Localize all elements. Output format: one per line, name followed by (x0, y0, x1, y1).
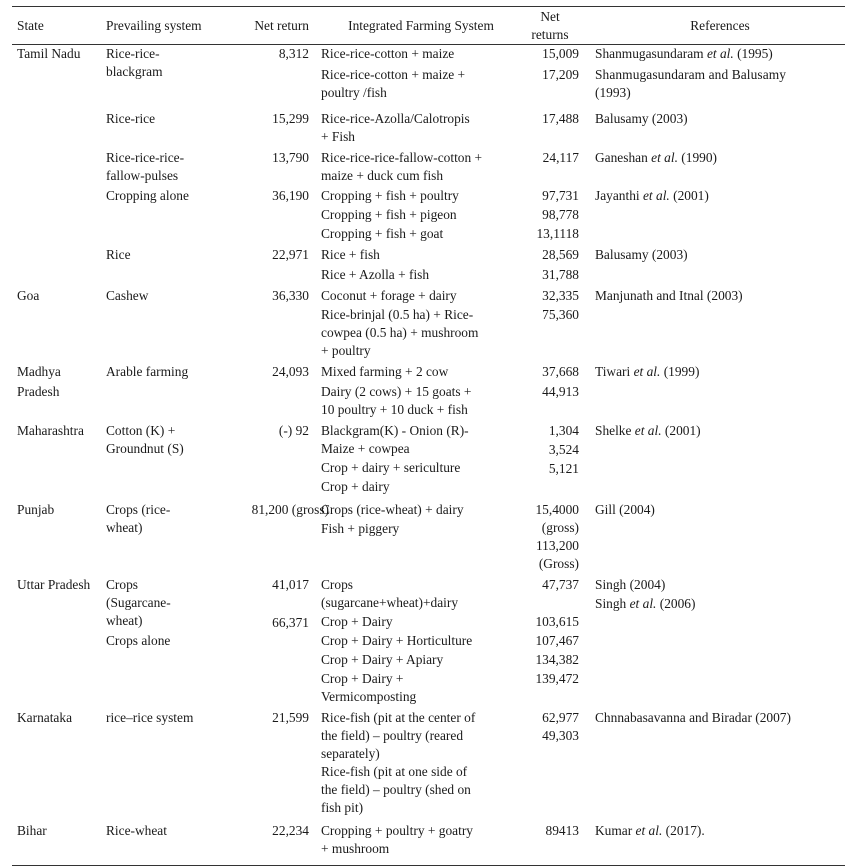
table-row (12, 817, 845, 866)
table-row (12, 45, 845, 103)
header-state: State (12, 7, 106, 45)
state-cell: Maharashtra (17, 423, 84, 438)
ref-author: Shelke (595, 423, 635, 438)
table-row (12, 185, 845, 243)
cell-line: 49,303 (542, 728, 579, 743)
cell-line: Crop + dairy + sericulture (321, 460, 461, 475)
ifs-cell (321, 102, 521, 146)
cell-line: Rice-fish (pit at the center of (321, 710, 476, 725)
cell-line: 31,788 (542, 267, 579, 282)
cell-line: 37,668 (542, 364, 579, 379)
cell-line: 47,737 (542, 577, 579, 592)
reference-cell (595, 419, 845, 496)
cell-line: Cropping + fish + poultry (321, 188, 459, 203)
cell-line: 139,472 (535, 671, 579, 686)
header-net-returns: Net returns (521, 7, 595, 45)
cell-line: 15,009 (542, 46, 579, 61)
state-cell: Goa (17, 288, 40, 303)
ref-author: Shanmugasundaram (595, 46, 707, 61)
cell-line: 44,913 (542, 384, 579, 399)
cell-line: 103,615 (535, 614, 579, 629)
prevailing-cell (106, 496, 217, 573)
ifs-cell (321, 706, 521, 817)
net-return-cell: 81,200 (gross) (251, 502, 329, 517)
cell-line: Rice-rice-cotton + maize + (321, 67, 466, 82)
state-cell-empty (12, 243, 106, 284)
ifs-cell (321, 185, 521, 243)
cell-line: Maize + cowpea (321, 441, 410, 456)
state-cell: Punjab (17, 502, 55, 517)
cell-line: Crops alone (106, 633, 171, 648)
reference-cell (595, 360, 845, 419)
cell-line: (gross) (541, 520, 579, 535)
prevailing-cell: Arable farming (106, 364, 189, 379)
cell-line: 5,121 (548, 461, 579, 476)
table-row (12, 146, 845, 185)
cell-line: Mixed farming + 2 cow (321, 364, 449, 379)
cell-line: Crop + Dairy + (321, 671, 404, 686)
net-returns-cell (521, 185, 595, 243)
ifs-entry (321, 66, 521, 102)
ref-author: Jayanthi (595, 188, 643, 203)
state-cell: Uttar Pradesh (17, 577, 91, 592)
net-return-cell: 22,234 (217, 817, 321, 866)
ifs-cell (321, 496, 521, 573)
ifs-cell (321, 360, 521, 419)
net-returns-cell (521, 419, 595, 496)
cell-line: + poultry (321, 343, 371, 358)
reference-cell: Chnnabasavanna and Biradar (2007) (595, 710, 791, 725)
cell-line: Crop + dairy (321, 479, 390, 494)
cell-line: Rice-rice-rice-fallow-cotton + (321, 150, 483, 165)
prevailing-cell (106, 419, 217, 496)
ifs-net-returns-table (12, 6, 845, 866)
net-return-cell: 8,312 (278, 46, 309, 61)
ifs-entry (321, 45, 521, 63)
ref-year: (1990) (677, 150, 717, 165)
cell-line: fish pit) (321, 800, 364, 815)
state-cell (12, 360, 106, 419)
ref-etal: et al. (706, 46, 734, 61)
cell-line: + mushroom (321, 841, 390, 856)
cell-line: Crop + Dairy + Horticulture (321, 633, 473, 648)
cell-line: Rice + fish (321, 247, 380, 262)
ifs-cell (321, 146, 521, 185)
cell-line: 107,467 (535, 633, 579, 648)
ref-year: (2006) (656, 596, 696, 611)
cell-line: separately) (321, 746, 380, 761)
table-row (12, 243, 845, 284)
cell-line: Cropping + fish + goat (321, 226, 444, 241)
net-return-cell: 22,971 (272, 247, 309, 262)
table-row (12, 706, 845, 817)
cell-line: Rice-brinjal (0.5 ha) + Rice- (321, 307, 474, 322)
cell-line: Vermicomposting (321, 689, 417, 704)
cell-line: wheat) (106, 613, 143, 628)
reference-cell (595, 185, 845, 243)
cell-line: blackgram (106, 64, 163, 79)
prevailing-cell (106, 146, 217, 185)
reference-cell (595, 45, 845, 103)
cell-line: 32,335 (542, 288, 579, 303)
ref-etal: et al. (634, 423, 662, 438)
cell-line: (1993) (595, 85, 631, 100)
cell-line: cowpea (0.5 ha) + mushroom (321, 325, 479, 340)
cell-line: Rice-rice-Azolla/Calotropis (321, 111, 470, 126)
cell-line: 1,304 (548, 423, 579, 438)
ref-author: Ganeshan (595, 150, 652, 165)
cell-line: wheat) (106, 520, 143, 535)
net-return-cell: 15,299 (272, 111, 309, 126)
cell-line: Rice-rice- (106, 46, 160, 61)
ref-etal: et al. (635, 823, 663, 838)
state-cell-empty (12, 146, 106, 185)
cell-line: Crops (321, 577, 353, 592)
ifs-cell (321, 243, 521, 284)
net-return-cell: 36,190 (272, 188, 309, 203)
ref-year: (2001) (661, 423, 701, 438)
cell-line: Rice-rice-rice- (106, 150, 185, 165)
header-net-return: Net return (217, 7, 321, 45)
net-returns-cell: 24,117 (542, 150, 579, 165)
net-returns-cell (521, 706, 595, 817)
cell-line: 97,731 (542, 188, 579, 203)
cell-line: Singh (2004) (595, 577, 666, 592)
prevailing-cell: Rice-rice (106, 111, 156, 126)
cell-line: Rice-rice-cotton + maize (321, 46, 455, 61)
cell-line: Cotton (K) + (106, 423, 176, 438)
cell-line: Cropping + fish + pigeon (321, 207, 457, 222)
reference-entry (595, 45, 845, 63)
cell-line: fallow-pulses (106, 168, 179, 183)
net-returns-cell (521, 284, 595, 360)
cell-line: 62,977 (542, 710, 579, 725)
cell-line: Rice + Azolla + fish (321, 267, 430, 282)
ifs-table-container (12, 6, 845, 866)
cell-line: 3,524 (548, 442, 579, 457)
table-row (12, 496, 845, 573)
reference-entry (595, 66, 845, 102)
cell-line: Dairy (2 cows) + 15 goats + (321, 384, 472, 399)
cell-line: Madhya (17, 364, 61, 379)
cell-line: Groundnut (S) (106, 441, 184, 456)
state-cell: Karnataka (17, 710, 73, 725)
cell-line: 75,360 (542, 307, 579, 322)
cell-line: 28,569 (542, 247, 579, 262)
ifs-cell (321, 573, 521, 706)
cell-line: Crops (rice- (106, 502, 171, 517)
table-row (12, 360, 845, 419)
ref-author: Tiwari (595, 364, 634, 379)
reference-cell (595, 146, 845, 185)
state-cell-empty (12, 185, 106, 243)
prevailing-cell: Cropping alone (106, 188, 189, 203)
reference-entry (595, 595, 845, 613)
cell-line: (sugarcane+wheat)+dairy (321, 595, 459, 610)
header-row (12, 7, 845, 45)
prevailing-cell (106, 45, 217, 103)
net-returns-cell (521, 243, 595, 284)
cell-line: (Sugarcane- (106, 595, 171, 610)
ifs-cell (321, 45, 521, 103)
cell-line: 17,209 (542, 67, 579, 82)
ref-year: (1999) (660, 364, 700, 379)
ref-etal: et al. (642, 188, 670, 203)
ifs-cell (321, 284, 521, 360)
cell-line: Fish + piggery (321, 521, 400, 536)
net-return-cell: 21,599 (272, 710, 309, 725)
cell-line: Pradesh (17, 384, 60, 399)
reference-cell: Balusamy (2003) (595, 247, 688, 262)
net-return-cell: (-) 92 (278, 423, 309, 438)
prevailing-cell: Rice-wheat (106, 817, 217, 866)
table-row (12, 284, 845, 360)
cell-line: 113,200 (535, 538, 579, 553)
ifs-cell (321, 419, 521, 496)
cell-line: 41,017 (272, 577, 309, 592)
reference-cell (595, 573, 845, 706)
cell-line: 13,1118 (536, 226, 579, 241)
header-references: References (595, 7, 845, 45)
cell-line: (Gross) (538, 556, 579, 571)
net-returns-cell (521, 573, 595, 706)
cell-line: 10 poultry + 10 duck + fish (321, 402, 468, 417)
state-cell: Bihar (12, 817, 106, 866)
reference-cell: Balusamy (2003) (595, 111, 688, 126)
state-cell: Tamil Nadu (17, 46, 81, 61)
cell-line: Blackgram(K) - Onion (R)- (321, 423, 469, 438)
prevailing-cell (106, 573, 217, 706)
reference-cell: Gill (2004) (595, 502, 655, 517)
prevailing-cell: rice–rice system (106, 710, 194, 725)
cell-line: 134,382 (535, 652, 579, 667)
net-returns-cell: 17,488 (542, 111, 579, 126)
state-cell-empty (12, 102, 106, 146)
net-returns-cell (521, 496, 595, 573)
ref-year: (1995) (733, 46, 773, 61)
ref-etal: et al. (633, 364, 661, 379)
reference-cell (595, 817, 845, 866)
cell-line: 66,371 (272, 615, 309, 630)
ref-year: (2001) (669, 188, 709, 203)
table-row (12, 419, 845, 496)
net-returns-cell: 89413 (521, 817, 595, 866)
ref-etal: et al. (651, 150, 678, 165)
net-returns-cell (521, 45, 595, 103)
cell-line: the field) – poultry (shed on (321, 782, 471, 797)
cell-line: Crop + Dairy (321, 614, 393, 629)
cell-line: Crops (106, 577, 138, 592)
table-row (12, 102, 845, 146)
net-return-cell: 36,330 (272, 288, 309, 303)
net-returns-cell (521, 360, 595, 419)
cell-line: 98,778 (542, 207, 579, 222)
cell-line: Crop + Dairy + Apiary (321, 652, 444, 667)
ref-author: Singh (595, 596, 630, 611)
header-prevailing-system: Prevailing system (106, 7, 217, 45)
ref-author: Kumar (595, 823, 636, 838)
cell-line: maize + duck cum fish (321, 168, 444, 183)
cell-line: the field) – poultry (reared (321, 728, 464, 743)
ref-year: (2017). (662, 823, 705, 838)
ifs-cell (321, 817, 521, 866)
net-return-cell: 24,093 (272, 364, 309, 379)
cell-line: poultry /fish (321, 85, 387, 100)
reference-cell: Manjunath and Itnal (2003) (595, 288, 743, 303)
cell-line: Crops (rice-wheat) + dairy (321, 502, 464, 517)
ref-etal: et al. (629, 596, 657, 611)
net-return-cell: 13,790 (272, 150, 309, 165)
prevailing-cell: Cashew (106, 288, 149, 303)
prevailing-cell: Rice (106, 247, 131, 262)
cell-line: Coconut + forage + dairy (321, 288, 457, 303)
cell-line: Cropping + poultry + goatry (321, 823, 473, 838)
cell-line: 15,4000 (535, 502, 579, 517)
header-integrated-farming-system: Integrated Farming System (321, 7, 521, 45)
cell-line: + Fish (321, 129, 355, 144)
table-row (12, 573, 845, 706)
cell-line: Shanmugasundaram and Balusamy (595, 67, 787, 82)
cell-line: Rice-fish (pit at one side of (321, 764, 468, 779)
net-return-cell (217, 573, 321, 706)
